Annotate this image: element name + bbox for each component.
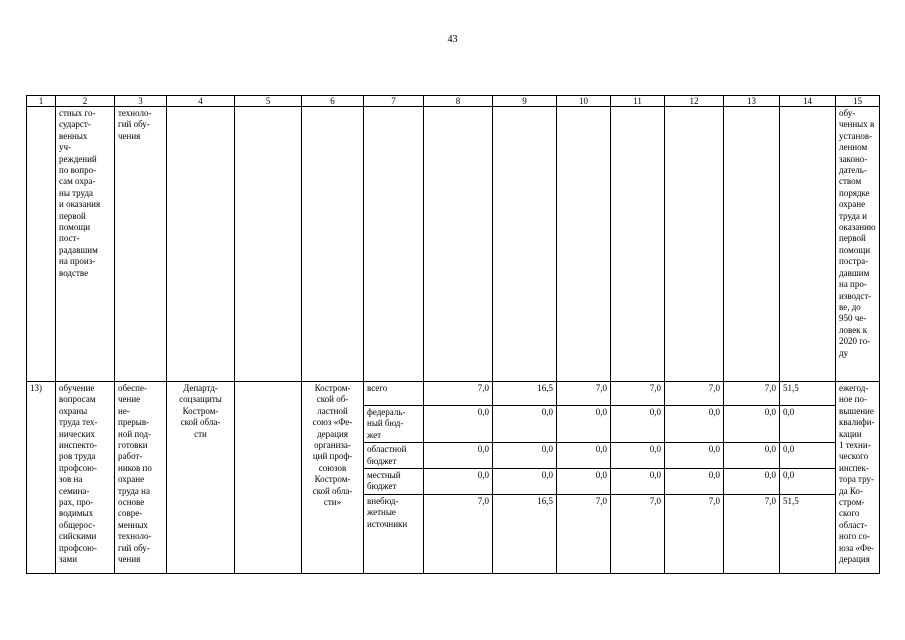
amount-cell: 0,0 bbox=[611, 443, 665, 469]
amount-cell: 7,0 bbox=[724, 494, 780, 573]
program-table bbox=[26, 95, 880, 574]
total-amount-cell: 0,0 bbox=[780, 406, 836, 443]
amount-cell: 0,0 bbox=[665, 443, 724, 469]
co-executor-cell bbox=[235, 382, 302, 574]
amount-cell: 0,0 bbox=[724, 406, 780, 443]
header-cell: 6 bbox=[302, 96, 364, 107]
header-cell: 2 bbox=[56, 96, 115, 107]
amount-cell: 7,0 bbox=[424, 494, 493, 573]
header-cell: 1 bbox=[27, 96, 56, 107]
amount-cell: 0,0 bbox=[724, 469, 780, 495]
empty-cell bbox=[167, 107, 235, 382]
empty-cell bbox=[780, 107, 836, 382]
event-goal-cell: обеспе- чение не- прерыв- ной под- готовки работ- ников по охране труда на основе совре- менных техноло- гий обу- чения bbox=[115, 382, 167, 574]
header-cell: 5 bbox=[235, 96, 302, 107]
header-cell: 12 bbox=[665, 96, 724, 107]
funding-source-cell: областной бюджет bbox=[364, 443, 424, 469]
expected-result-cell: ежегод- ное по- вышение квалифи- кации 1 техни- ческого инспек- тора тру- да Ко- стром- ского област- ного со- юза «Фе- дерация bbox=[836, 382, 880, 574]
amount-cell: 0,0 bbox=[424, 469, 493, 495]
header-cell: 10 bbox=[557, 96, 611, 107]
header-cell: 14 bbox=[780, 96, 836, 107]
empty-cell bbox=[364, 107, 424, 382]
total-amount-cell: 51,5 bbox=[780, 382, 836, 406]
empty-cell bbox=[611, 107, 665, 382]
amount-cell: 7,0 bbox=[611, 494, 665, 573]
funding-source-cell: всего bbox=[364, 382, 424, 406]
page-number: 43 bbox=[447, 34, 458, 45]
row-13-total bbox=[27, 382, 880, 406]
empty-cell bbox=[493, 107, 557, 382]
empty-cell bbox=[235, 107, 302, 382]
amount-cell: 0,0 bbox=[611, 406, 665, 443]
continued-row bbox=[27, 107, 880, 382]
amount-cell: 16,5 bbox=[493, 494, 557, 573]
amount-cell: 0,0 bbox=[557, 406, 611, 443]
event-goal-cell: техноло- гий обу- чения bbox=[115, 107, 167, 382]
total-amount-cell: 0,0 bbox=[780, 443, 836, 469]
header-cell: 11 bbox=[611, 96, 665, 107]
empty-cell bbox=[724, 107, 780, 382]
amount-cell: 7,0 bbox=[611, 382, 665, 406]
amount-cell: 0,0 bbox=[424, 406, 493, 443]
amount-cell: 7,0 bbox=[424, 382, 493, 406]
amount-cell: 0,0 bbox=[557, 469, 611, 495]
amount-cell: 0,0 bbox=[724, 443, 780, 469]
responsible-executor-cell: Департд- соцзащиты Костром- ской обла- сти bbox=[167, 382, 235, 574]
total-amount-cell: 51,5 bbox=[780, 494, 836, 573]
event-name-cell: стных го- сударст- венных уч- реждений по вопро- сам охра- ны труда и оказания первой помощи пост- радавшим на произ- водстве bbox=[56, 107, 115, 382]
expected-result-cell: обу- ченных в установ- ленном законо- датель- ством порядке охране труда и оказанию первой помощи постра- давшим на про- изводст- ве, до 950 че- ловек к 2020 го- ду bbox=[836, 107, 880, 382]
column-number-header bbox=[27, 96, 880, 107]
header-cell: 3 bbox=[115, 96, 167, 107]
amount-cell: 0,0 bbox=[665, 406, 724, 443]
amount-cell: 0,0 bbox=[493, 469, 557, 495]
amount-cell: 7,0 bbox=[557, 494, 611, 573]
funding-source-cell: федераль- ный бюд- жет bbox=[364, 406, 424, 443]
total-amount-cell: 0,0 bbox=[780, 469, 836, 495]
amount-cell: 0,0 bbox=[611, 469, 665, 495]
header-cell: 7 bbox=[364, 96, 424, 107]
empty-cell bbox=[665, 107, 724, 382]
amount-cell: 7,0 bbox=[557, 382, 611, 406]
empty-cell bbox=[27, 107, 56, 382]
amount-cell: 0,0 bbox=[493, 443, 557, 469]
amount-cell: 7,0 bbox=[724, 382, 780, 406]
amount-cell: 7,0 bbox=[665, 494, 724, 573]
amount-cell: 0,0 bbox=[424, 443, 493, 469]
funding-source-cell: местный бюджет bbox=[364, 469, 424, 495]
empty-cell bbox=[557, 107, 611, 382]
header-cell: 9 bbox=[493, 96, 557, 107]
amount-cell: 16,5 bbox=[493, 382, 557, 406]
header-cell: 13 bbox=[724, 96, 780, 107]
participant-cell: Костром- ской об- ластной союз «Фе- дерация организа- ций проф- союзов Костром- ской обла- сти» bbox=[302, 382, 364, 574]
header-cell: 4 bbox=[167, 96, 235, 107]
empty-cell bbox=[424, 107, 493, 382]
amount-cell: 0,0 bbox=[665, 469, 724, 495]
row-number-cell: 13) bbox=[27, 382, 56, 574]
header-cell: 15 bbox=[836, 96, 880, 107]
amount-cell: 0,0 bbox=[493, 406, 557, 443]
amount-cell: 0,0 bbox=[557, 443, 611, 469]
header-cell: 8 bbox=[424, 96, 493, 107]
event-name-cell: обучение вопросам охраны труда тех- нических инспекто- ров труда профсою- зов на семина- рах, про- водимых общерос- сийскими профсою- зами bbox=[56, 382, 115, 574]
amount-cell: 7,0 bbox=[665, 382, 724, 406]
funding-source-cell: внебюд- жетные источники bbox=[364, 494, 424, 573]
empty-cell bbox=[302, 107, 364, 382]
